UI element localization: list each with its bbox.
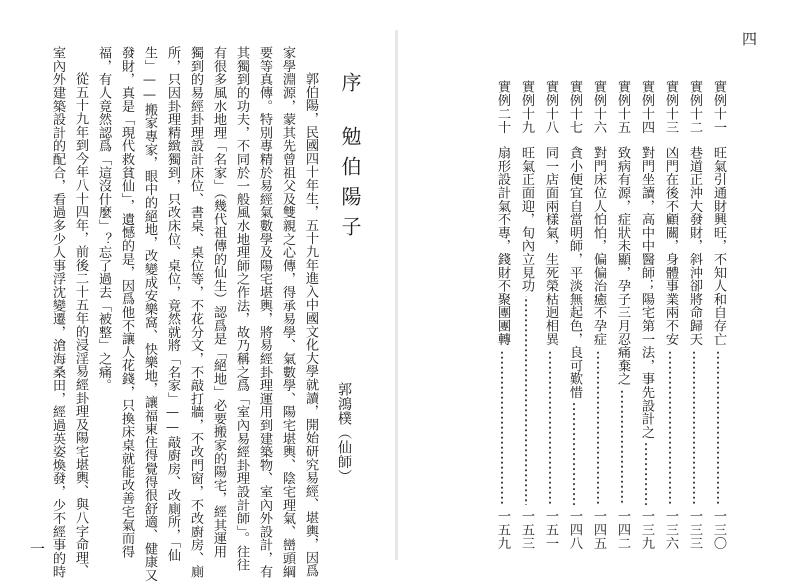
- toc-entry-title: 旺氣引通財興旺，不知人和自存亡: [711, 146, 726, 346]
- toc-leader-dots: [662, 350, 678, 505]
- toc-leader-dots: [590, 350, 606, 505]
- toc-entry-label: 實例十三: [663, 80, 678, 134]
- toc-entry-label: 實例十八: [543, 80, 558, 134]
- toc-leader-dots: [494, 350, 510, 505]
- toc-leader-dots: [566, 403, 582, 505]
- toc-entry-title: 對門床位人怕怕，偏偏治癒不孕症: [591, 146, 606, 346]
- toc-entry: [542, 80, 558, 550]
- toc-entry-label: 實例十七: [567, 80, 582, 134]
- toc-entry-page: 一三〇: [711, 508, 726, 550]
- toc-page-number: 四: [742, 30, 758, 48]
- preface-column-3: 要等真傳。特別專精於易經氣數學及陽宅堪輿，將易經卦理運用到建築物、室內外設計，有: [257, 46, 272, 578]
- preface-subtitle: 勉伯陽子: [338, 126, 362, 246]
- toc-entry-title: 同一店面兩樣氣，生死榮枯迥相異: [543, 146, 558, 346]
- toc-entry-label: 實例十五: [615, 80, 630, 134]
- toc-entry: [590, 80, 606, 550]
- toc-entry: [710, 80, 726, 550]
- toc-entry-title: 巷道正沖大發財，斜沖卻將命歸天: [687, 146, 702, 346]
- preface-column-6: 獨到的易經卦理設計床位、書桌、桌位等，不花分文，不敲打牆，不改門窗，不改廚房、廁: [188, 46, 203, 578]
- toc-entry-page: 一五一: [543, 508, 558, 550]
- preface-column-8: 生」——搬家專家，眼中的絕地，改變成安樂窩、快樂地，讓福東住得覺得很舒適、健康又: [142, 46, 157, 582]
- toc-entry-page: 一四八: [567, 508, 582, 550]
- preface-column-12: 室內外建築設計的配合，看過多少人事浮沈變遷，滄海桑田，經過英姿煥發，少不經事的時: [50, 46, 65, 578]
- toc-entry-title: 對門坐讀，高中中醫師；陽宅第一法，事先設計之: [639, 146, 654, 439]
- toc-entry-title: 扇形設計氣不專，錢財不聚團團轉: [495, 146, 510, 346]
- toc-entry: [686, 80, 702, 550]
- toc-entry-label: 實例二十: [495, 80, 510, 134]
- preface-column-9: 發財，真是「現代救貧仙」，遺憾的是，因爲他不讓人花錢，只換床桌就能改善宅氣而得: [119, 46, 134, 559]
- toc-leader-dots: [518, 296, 534, 505]
- preface-column-5: 有很多風水地理「名家」（幾代祖傳的仙生）認爲是「絕地」必要搬家的陽宅，經其運用: [211, 46, 226, 559]
- toc-entry: [662, 80, 678, 550]
- toc-entry-page: 一三六: [663, 508, 678, 550]
- toc-entry-page: 一五九: [495, 508, 510, 550]
- preface-column-10: 福，有人竟然認爲「這沒什麼」？忘了過去「被整」之痛。: [96, 46, 111, 392]
- toc-entry-title: 致病有源，症狀未顯，孕子三月忍痛棄之: [615, 146, 630, 386]
- toc-entry-page: 一五三: [519, 508, 534, 550]
- toc-entry: [518, 80, 534, 550]
- toc-entry-label: 實例十九: [519, 80, 534, 134]
- toc-entry-page: 一四二: [615, 508, 630, 550]
- preface-title: 序: [338, 72, 362, 102]
- toc-page: [397, 0, 793, 582]
- toc-entry-page: 一四五: [591, 508, 606, 550]
- toc-entry-title: 貪小便宜自當明師，平淡無起色，良可歎惜: [567, 146, 582, 399]
- preface-column-11: 從五十九年到今年八十四年，前後二十五年的浸淫易經卦理及陽宅堪輿、與八字命理、: [73, 72, 88, 578]
- toc-leader-dots: [542, 350, 558, 505]
- toc-leader-dots: [614, 389, 630, 504]
- preface-author: 郭鴻樸（仙師）: [336, 382, 352, 484]
- preface-column-2: 家學淵源，蒙其先曾祖父及雙親之心傳，得承易學、氣數學、陽宅堪輿、陰宅理氣、巒頭綱: [280, 46, 295, 578]
- toc-entry-page: 一三三: [687, 508, 702, 550]
- toc-entry-title: 凶門在後不顧關，身體事業兩不安: [663, 146, 678, 346]
- toc-entry: [638, 80, 654, 550]
- preface-column-4: 其獨到的功夫，不同於一般風水地理師之作法，故乃稱之爲「室內易經卦理設計師」。往往: [234, 46, 249, 572]
- toc-entry-label: 實例十六: [591, 80, 606, 134]
- toc-entry: [566, 80, 582, 550]
- toc-entry-page: 一三九: [639, 508, 654, 550]
- toc-entry-label: 實例十一: [711, 80, 726, 134]
- toc-leader-dots: [710, 350, 726, 505]
- toc-entry-label: 實例十二: [687, 80, 702, 134]
- preface-page-number: 一: [30, 540, 46, 558]
- toc-entry: [494, 80, 510, 550]
- toc-entry-label: 實例十四: [639, 80, 654, 134]
- toc-entry: [614, 80, 630, 550]
- preface-column-7: 所，只因卦理精緻獨到，只改床位、桌位，竟然就將「名家」——敲廚房、改廁所，「仙: [165, 46, 180, 562]
- toc-leader-dots: [686, 350, 702, 505]
- preface-column-1: 郭伯陽，民國四十年生，五十九年進入中國文化大學就讀，開始研究易經、堪輿，因爲: [303, 72, 318, 578]
- toc-leader-dots: [638, 443, 654, 505]
- toc-entry-title: 旺氣正面迎，旬內立見功: [519, 146, 534, 293]
